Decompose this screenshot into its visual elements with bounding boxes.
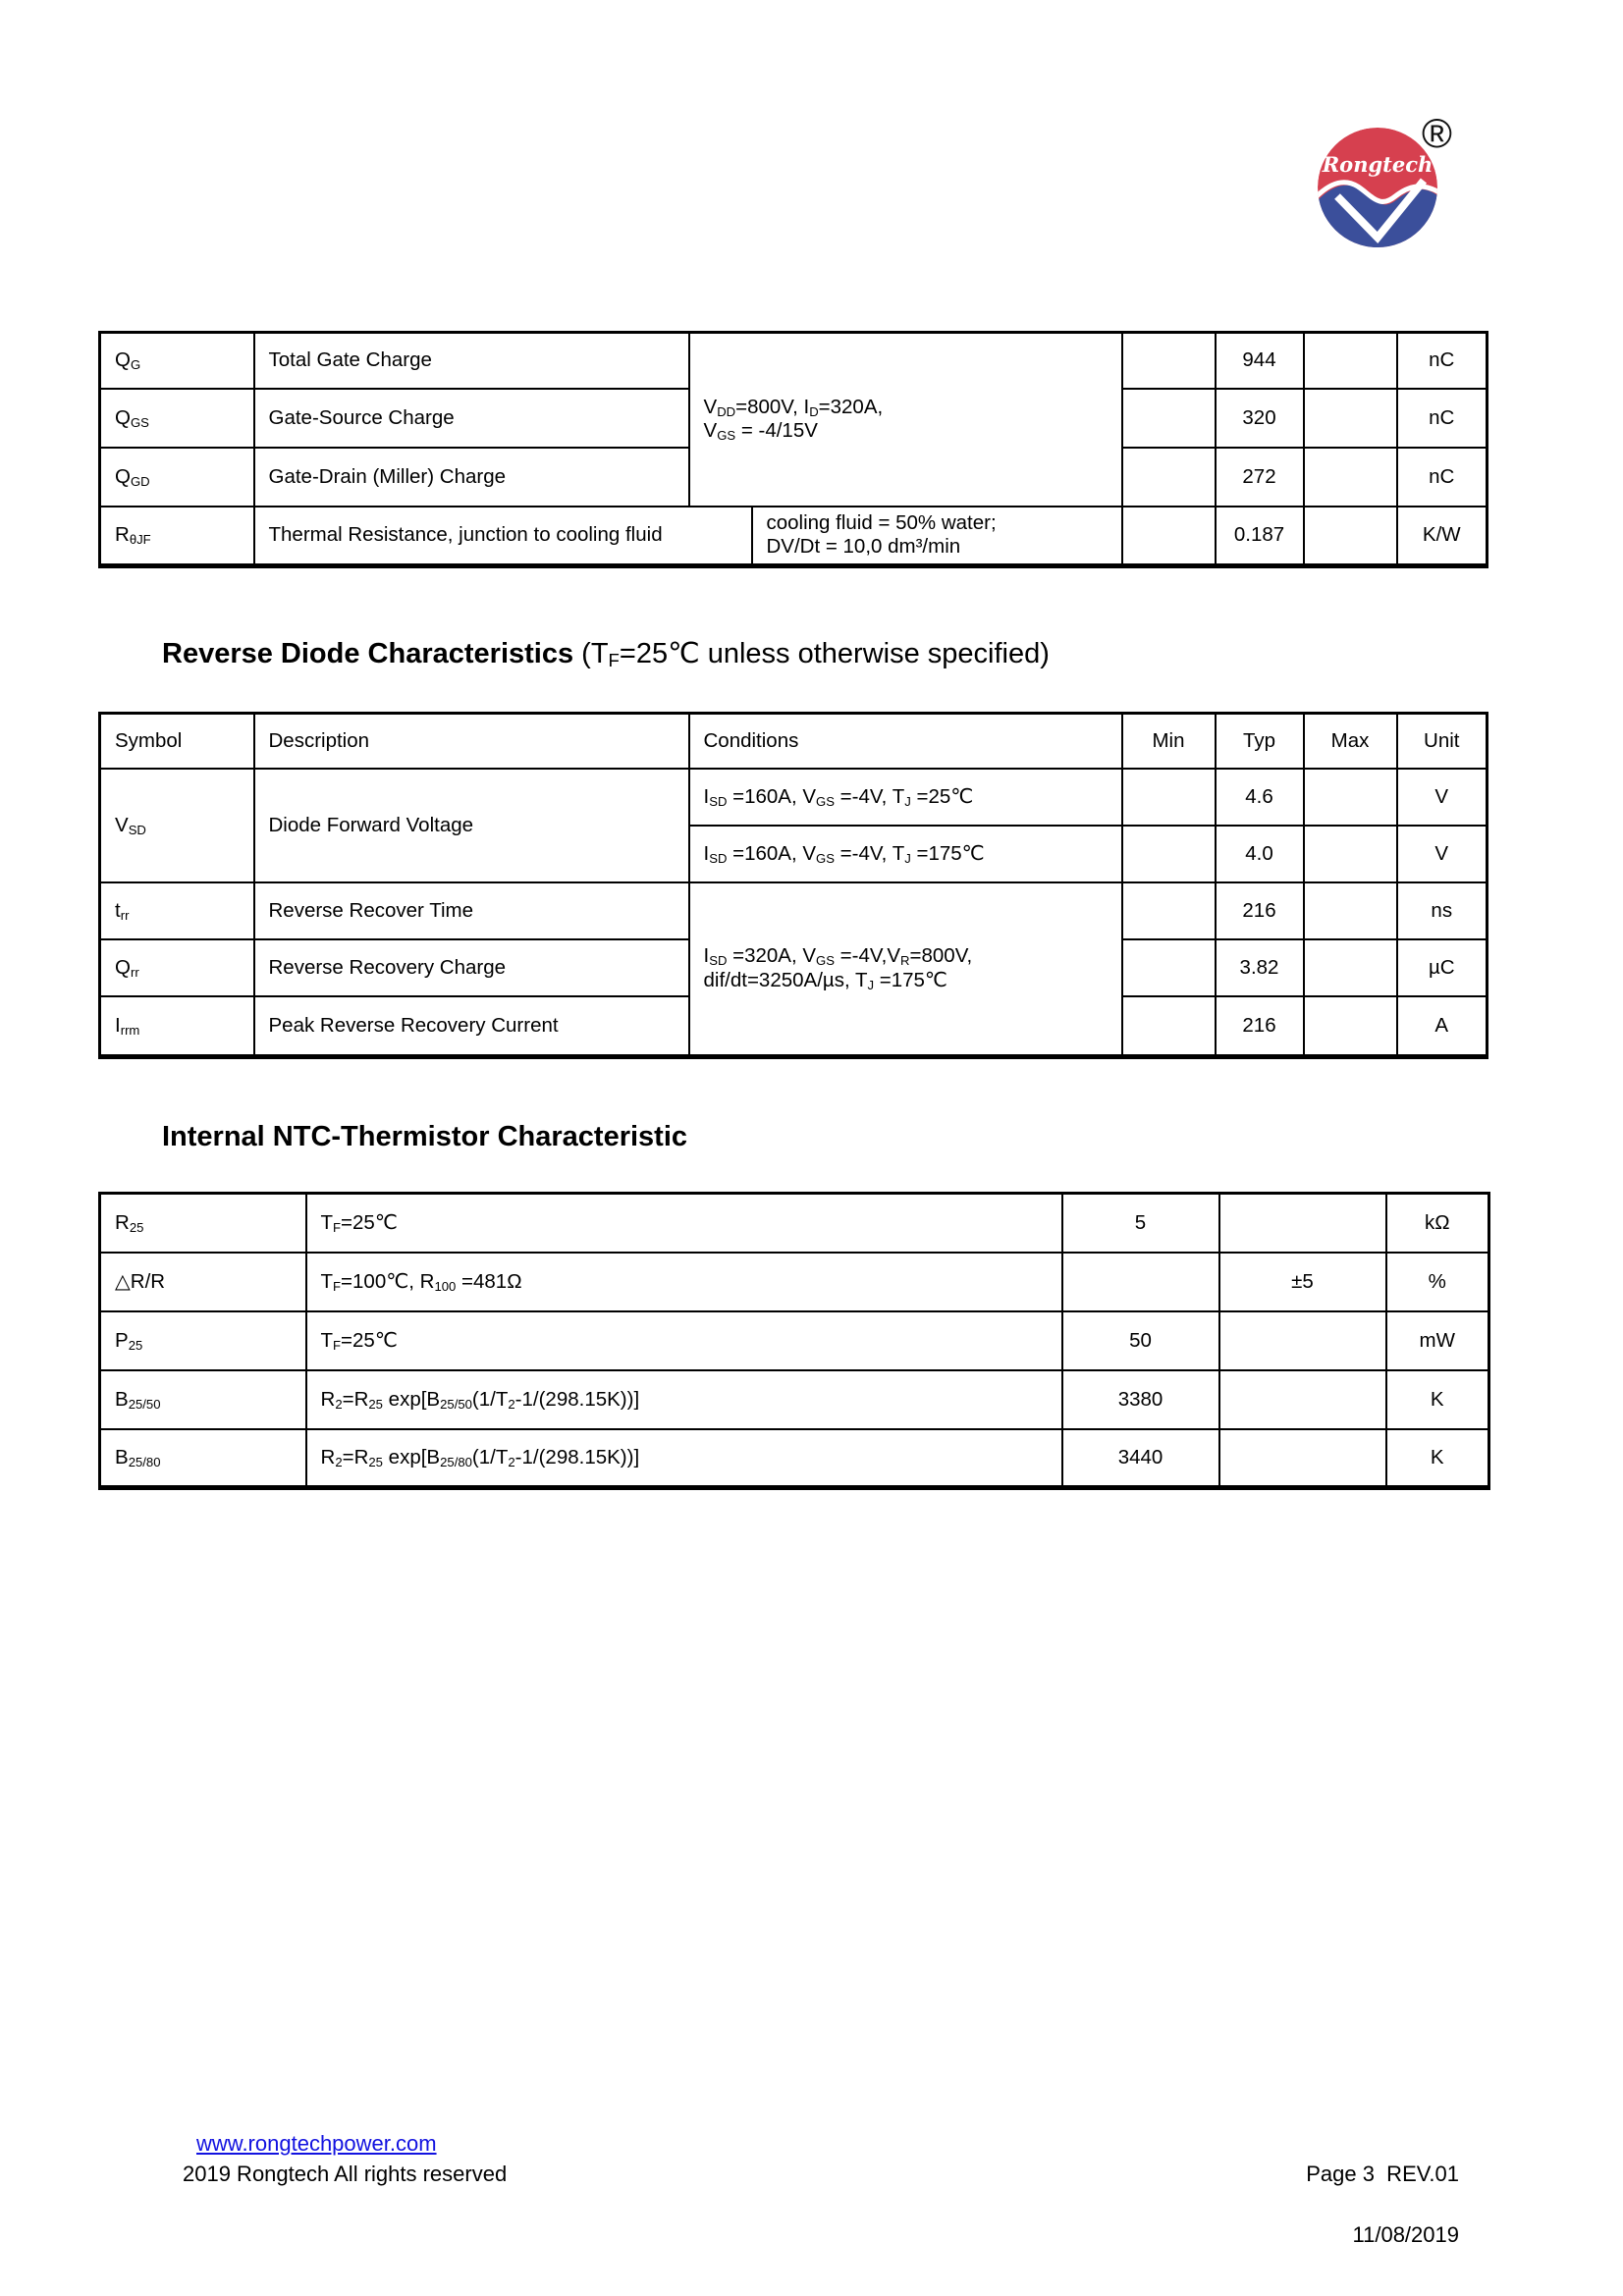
unit-cell: nC (1397, 389, 1488, 448)
unit-cell: µC (1397, 939, 1488, 996)
condition-cell: $I_{SD} =160A$, $V_{GS} =-4V$, $T_J$ =175℃ (689, 826, 1122, 882)
max-cell (1304, 939, 1397, 996)
table-row (100, 1429, 1489, 1488)
symbol-cell: $Q_{rr}$ (100, 939, 254, 996)
value-cell: ±5 (1219, 1253, 1386, 1311)
typ-cell: 4.6 (1216, 769, 1304, 826)
logo-brand-text: Rongtech (1322, 152, 1434, 177)
registered-trademark-icon: ® (1422, 110, 1452, 156)
symbol-cell: $R_{\theta JF}$ (100, 507, 254, 566)
value-cell (1219, 1429, 1386, 1488)
condition-cell: $V_{DD}=800V$, $I_D=320A$, $V_{GS} = -4/15V$ (689, 333, 1122, 507)
table-row (100, 1253, 1489, 1311)
reverse-diode-heading (162, 636, 1050, 670)
table-row (100, 333, 1488, 389)
unit-cell: A (1397, 996, 1488, 1057)
ntc-table (98, 1192, 1490, 1490)
rongtech-logo (1316, 110, 1463, 251)
description-cell: Total Gate Charge (254, 333, 689, 389)
symbol-cell: $R_{25}$ (100, 1194, 306, 1253)
typ-cell: 3.82 (1216, 939, 1304, 996)
unit-cell: mW (1386, 1311, 1489, 1370)
header-min: Min (1122, 714, 1216, 769)
value-cell (1219, 1194, 1386, 1253)
unit-cell: K/W (1397, 507, 1488, 566)
table-row (100, 769, 1488, 826)
max-cell (1304, 996, 1397, 1057)
max-cell (1304, 882, 1397, 939)
table-row (100, 1370, 1489, 1429)
footer-date: 11/08/2019 (1352, 2222, 1459, 2247)
header-conditions: Conditions (689, 714, 1122, 769)
condition-cell: $T_F=100℃$, $R_{100} =481\Omega$ (306, 1253, 1062, 1311)
unit-cell: kΩ (1386, 1194, 1489, 1253)
typ-cell: 0.187 (1216, 507, 1304, 566)
min-cell (1122, 507, 1216, 566)
condition-cell: $T_F=25℃$ (306, 1194, 1062, 1253)
description-cell: Reverse Recover Time (254, 882, 689, 939)
symbol-cell: $Q_G$ (100, 333, 254, 389)
unit-cell: % (1386, 1253, 1489, 1311)
min-cell (1122, 769, 1216, 826)
unit-cell: ns (1397, 882, 1488, 939)
symbol-cell: $t_{rr}$ (100, 882, 254, 939)
symbol-cell: $Q_{GS}$ (100, 389, 254, 448)
unit-cell: V (1397, 826, 1488, 882)
symbol-cell: $V_{SD}$ (100, 769, 254, 882)
value-cell: 3440 (1062, 1429, 1219, 1488)
max-cell (1304, 507, 1397, 566)
description-cell: Peak Reverse Recovery Current (254, 996, 689, 1057)
condition-cell: $R_2=R_{25}$ $\exp[B_{25/80}(1/T_2-1/(298.15K))]$ (306, 1429, 1062, 1488)
value-cell (1219, 1311, 1386, 1370)
description-cell: Thermal Resistance, junction to cooling fluid (254, 507, 752, 566)
description-cell: Diode Forward Voltage (254, 769, 689, 882)
header-unit: Unit (1397, 714, 1488, 769)
min-cell (1122, 448, 1216, 507)
gate-charge-table (98, 331, 1488, 568)
max-cell (1304, 769, 1397, 826)
typ-cell: 216 (1216, 996, 1304, 1057)
symbol-cell: $I_{rrm}$ (100, 996, 254, 1057)
table-header-row (100, 714, 1488, 769)
table-row (100, 882, 1488, 939)
table-row (100, 1194, 1489, 1253)
description-cell: Gate-Drain (Miller) Charge (254, 448, 689, 507)
symbol-cell: $B_{25/80}$ (100, 1429, 306, 1488)
footer-left (183, 2128, 507, 2189)
unit-cell: K (1386, 1429, 1489, 1488)
header-description: Description (254, 714, 689, 769)
condition-cell: $R_2=R_{25}$ $\exp[B_{25/50}(1/T_2-1/(298.15K))]$ (306, 1370, 1062, 1429)
min-cell (1122, 939, 1216, 996)
description-cell: Gate-Source Charge (254, 389, 689, 448)
min-cell (1122, 826, 1216, 882)
header-max: Max (1304, 714, 1397, 769)
table-row (100, 507, 1488, 566)
typ-cell: 4.0 (1216, 826, 1304, 882)
table-row (100, 1311, 1489, 1370)
header-symbol: Symbol (100, 714, 254, 769)
unit-cell: nC (1397, 448, 1488, 507)
header-typ: Typ (1216, 714, 1304, 769)
ntc-heading: Internal NTC-Thermistor Characteristic (162, 1121, 688, 1152)
unit-cell: K (1386, 1370, 1489, 1429)
typ-cell: 944 (1216, 333, 1304, 389)
typ-cell: 216 (1216, 882, 1304, 939)
value-cell: 5 (1062, 1194, 1219, 1253)
heading-note: ($T_F=25℃$ unless otherwise specified) (573, 638, 1050, 671)
footer-right (1282, 2128, 1459, 2280)
min-cell (1122, 333, 1216, 389)
footer-copyright: 2019 Rongtech All rights reserved (183, 2162, 508, 2186)
condition-cell: $T_F=25℃$ (306, 1311, 1062, 1370)
min-cell (1122, 996, 1216, 1057)
condition-cell: $I_{SD} =320A$, $V_{GS} =-4V,V_R=800V$, dif/dt=3250A/µs, $T_J$ =175℃ (689, 882, 1122, 1057)
min-cell (1122, 389, 1216, 448)
unit-cell: nC (1397, 333, 1488, 389)
footer-page-info: Page 3 REV.01 (1306, 2162, 1459, 2186)
typ-cell: 320 (1216, 389, 1304, 448)
symbol-cell: $B_{25/50}$ (100, 1370, 306, 1429)
typ-cell: 272 (1216, 448, 1304, 507)
symbol-cell: $Q_{GD}$ (100, 448, 254, 507)
value-cell (1062, 1253, 1219, 1311)
max-cell (1304, 448, 1397, 507)
heading-bold: Reverse Diode Characteristics (162, 638, 574, 669)
description-cell: Reverse Recovery Charge (254, 939, 689, 996)
max-cell (1304, 826, 1397, 882)
symbol-cell: $P_{25}$ (100, 1311, 306, 1370)
value-cell (1219, 1370, 1386, 1429)
value-cell: 50 (1062, 1311, 1219, 1370)
max-cell (1304, 333, 1397, 389)
value-cell: 3380 (1062, 1370, 1219, 1429)
footer-website-link[interactable]: www.rongtechpower.com (196, 2131, 437, 2156)
reverse-diode-table (98, 712, 1488, 1059)
max-cell (1304, 389, 1397, 448)
condition-cell: cooling fluid = 50% water; DV/Dt = 10,0 dm³/min (752, 507, 1122, 566)
condition-cell: $I_{SD} =160A$, $V_{GS} =-4V$, $T_J$ =25℃ (689, 769, 1122, 826)
symbol-cell: △R/R (100, 1253, 306, 1311)
unit-cell: V (1397, 769, 1488, 826)
min-cell (1122, 882, 1216, 939)
